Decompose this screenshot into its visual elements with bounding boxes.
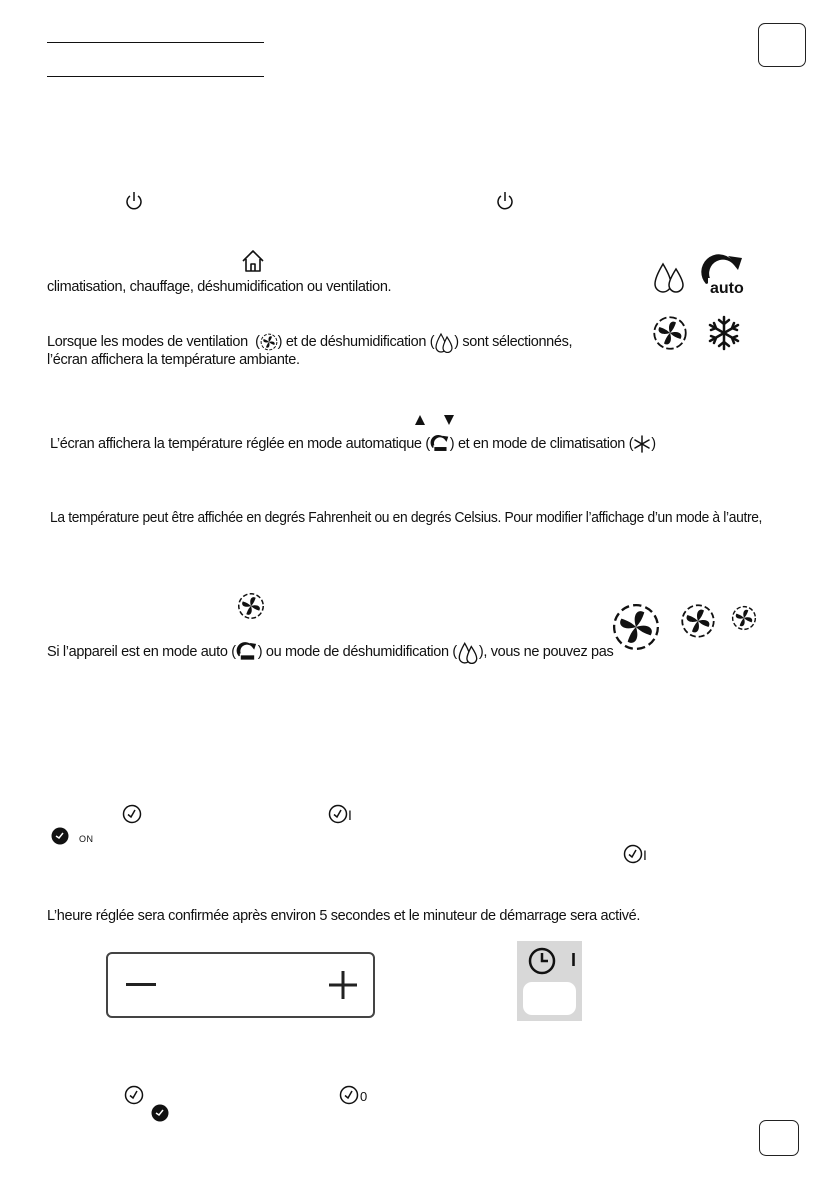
text-segment: ) et en mode de climatisation ( [449, 435, 634, 452]
clock-icon [528, 947, 556, 975]
fan-icon [237, 592, 265, 620]
snowflake-icon [706, 315, 742, 351]
fan-icon [260, 333, 278, 351]
power-icon [495, 191, 515, 211]
header-rule-bottom [47, 76, 264, 77]
on-label: ON [79, 834, 94, 844]
timer-value-box [523, 982, 576, 1015]
clock-icon [151, 1104, 169, 1122]
auto-mode-icon [236, 641, 258, 663]
auto-mode-icon [700, 254, 746, 296]
plus-icon[interactable] [329, 971, 357, 999]
fan-icon [680, 603, 716, 639]
text-line: Lorsque les modes de ventilation ( ) et de déshumidification ( ) sont sélectionnés, [47, 331, 572, 353]
text-segment: Si l’appareil est en mode auto ( [47, 643, 236, 660]
text-line: L’heure réglée sera confirmée après environ 5 secondes et le minuteur de démarrage sera activé. [47, 908, 641, 924]
arrow-up-icon [414, 414, 426, 426]
timer-on-icon [622, 843, 644, 865]
text-segment: Lorsque les modes de ventilation [47, 333, 248, 350]
timer-display-panel [517, 941, 582, 1021]
text-line: l’écran affichera la température ambiante. [47, 352, 300, 368]
timer-on-suffix: I [348, 807, 352, 823]
text-line: La température peut être affichée en degrés Fahrenheit ou en degrés Celsius. Pour modifier l’affichage d’un mode à l’autre, [50, 510, 763, 526]
text-line [50, 434, 656, 454]
text-segment: ) [651, 435, 656, 452]
timer-on-suffix: I [643, 847, 647, 863]
fan-icon [611, 602, 661, 652]
fan-icon [731, 605, 757, 631]
header-rule-top [47, 42, 264, 43]
timer-on-icon [327, 803, 349, 825]
page-number-box [759, 1120, 799, 1156]
text-segment: et de déshumidification ( [285, 333, 435, 350]
timer-icon [121, 803, 143, 825]
drop-icon [652, 260, 688, 296]
timer-off-icon [338, 1084, 360, 1106]
auto-mode-icon [430, 434, 450, 454]
drop-icon [434, 331, 454, 353]
language-box [758, 23, 806, 67]
text-segment: ) sont sélectionnés, [454, 333, 573, 350]
text-segment: ), vous ne pouvez pas [478, 643, 614, 660]
text-segment: ) ou mode de déshumidification ( [257, 643, 457, 660]
text-line: climatisation, chauffage, déshumidification ou ventilation. [47, 279, 392, 295]
home-icon [241, 249, 265, 273]
auto-label: auto [710, 280, 744, 296]
timer-off-suffix: 0 [360, 1089, 367, 1104]
minus-plus-panel [106, 952, 375, 1018]
text-line [47, 640, 613, 664]
timer-icon [123, 1084, 145, 1106]
clock-icon [51, 827, 69, 845]
power-icon [124, 191, 144, 211]
fan-icon [652, 315, 688, 351]
drop-icon [457, 640, 479, 664]
text-segment: L’écran affichera la température réglée en mode automatique ( [50, 435, 430, 452]
snowflake-icon [633, 435, 651, 453]
minus-icon[interactable] [126, 983, 156, 987]
arrow-down-icon [443, 414, 455, 426]
timer-on-suffix: I [571, 950, 576, 970]
